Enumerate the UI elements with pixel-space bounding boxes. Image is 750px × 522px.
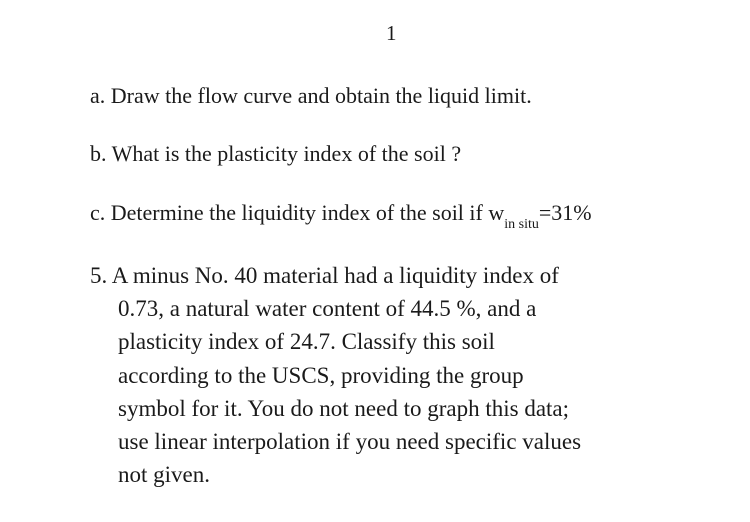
question-c-prefix: c. Determine the liquidity index of the soil if w [90,200,505,225]
problem-5-line: symbol for it. You do not need to graph this data; [118,395,570,421]
question-c-subscript: in situ [504,217,539,232]
question-c [90,199,592,231]
question-b: b. What is the plasticity index of the soil ? [90,141,462,166]
problem-5-line: 0.73, a natural water content of 44.5 %, and a [118,296,537,322]
page-number: 1 [386,21,397,45]
problem-5-line: not given. [118,462,210,488]
question-a: a. Draw the flow curve and obtain the liquid limit. [90,83,532,108]
problem-5 [90,259,581,491]
problem-5-line: 5. A minus No. 40 material had a liquidity index of [90,263,559,288]
problem-5-line: use linear interpolation if you need specific values [118,429,582,455]
problem-5-line: according to the USCS, providing the group [118,362,524,388]
problem-5-line: plasticity index of 24.7. Classify this soil [118,329,495,355]
question-c-suffix: =31% [538,200,592,225]
